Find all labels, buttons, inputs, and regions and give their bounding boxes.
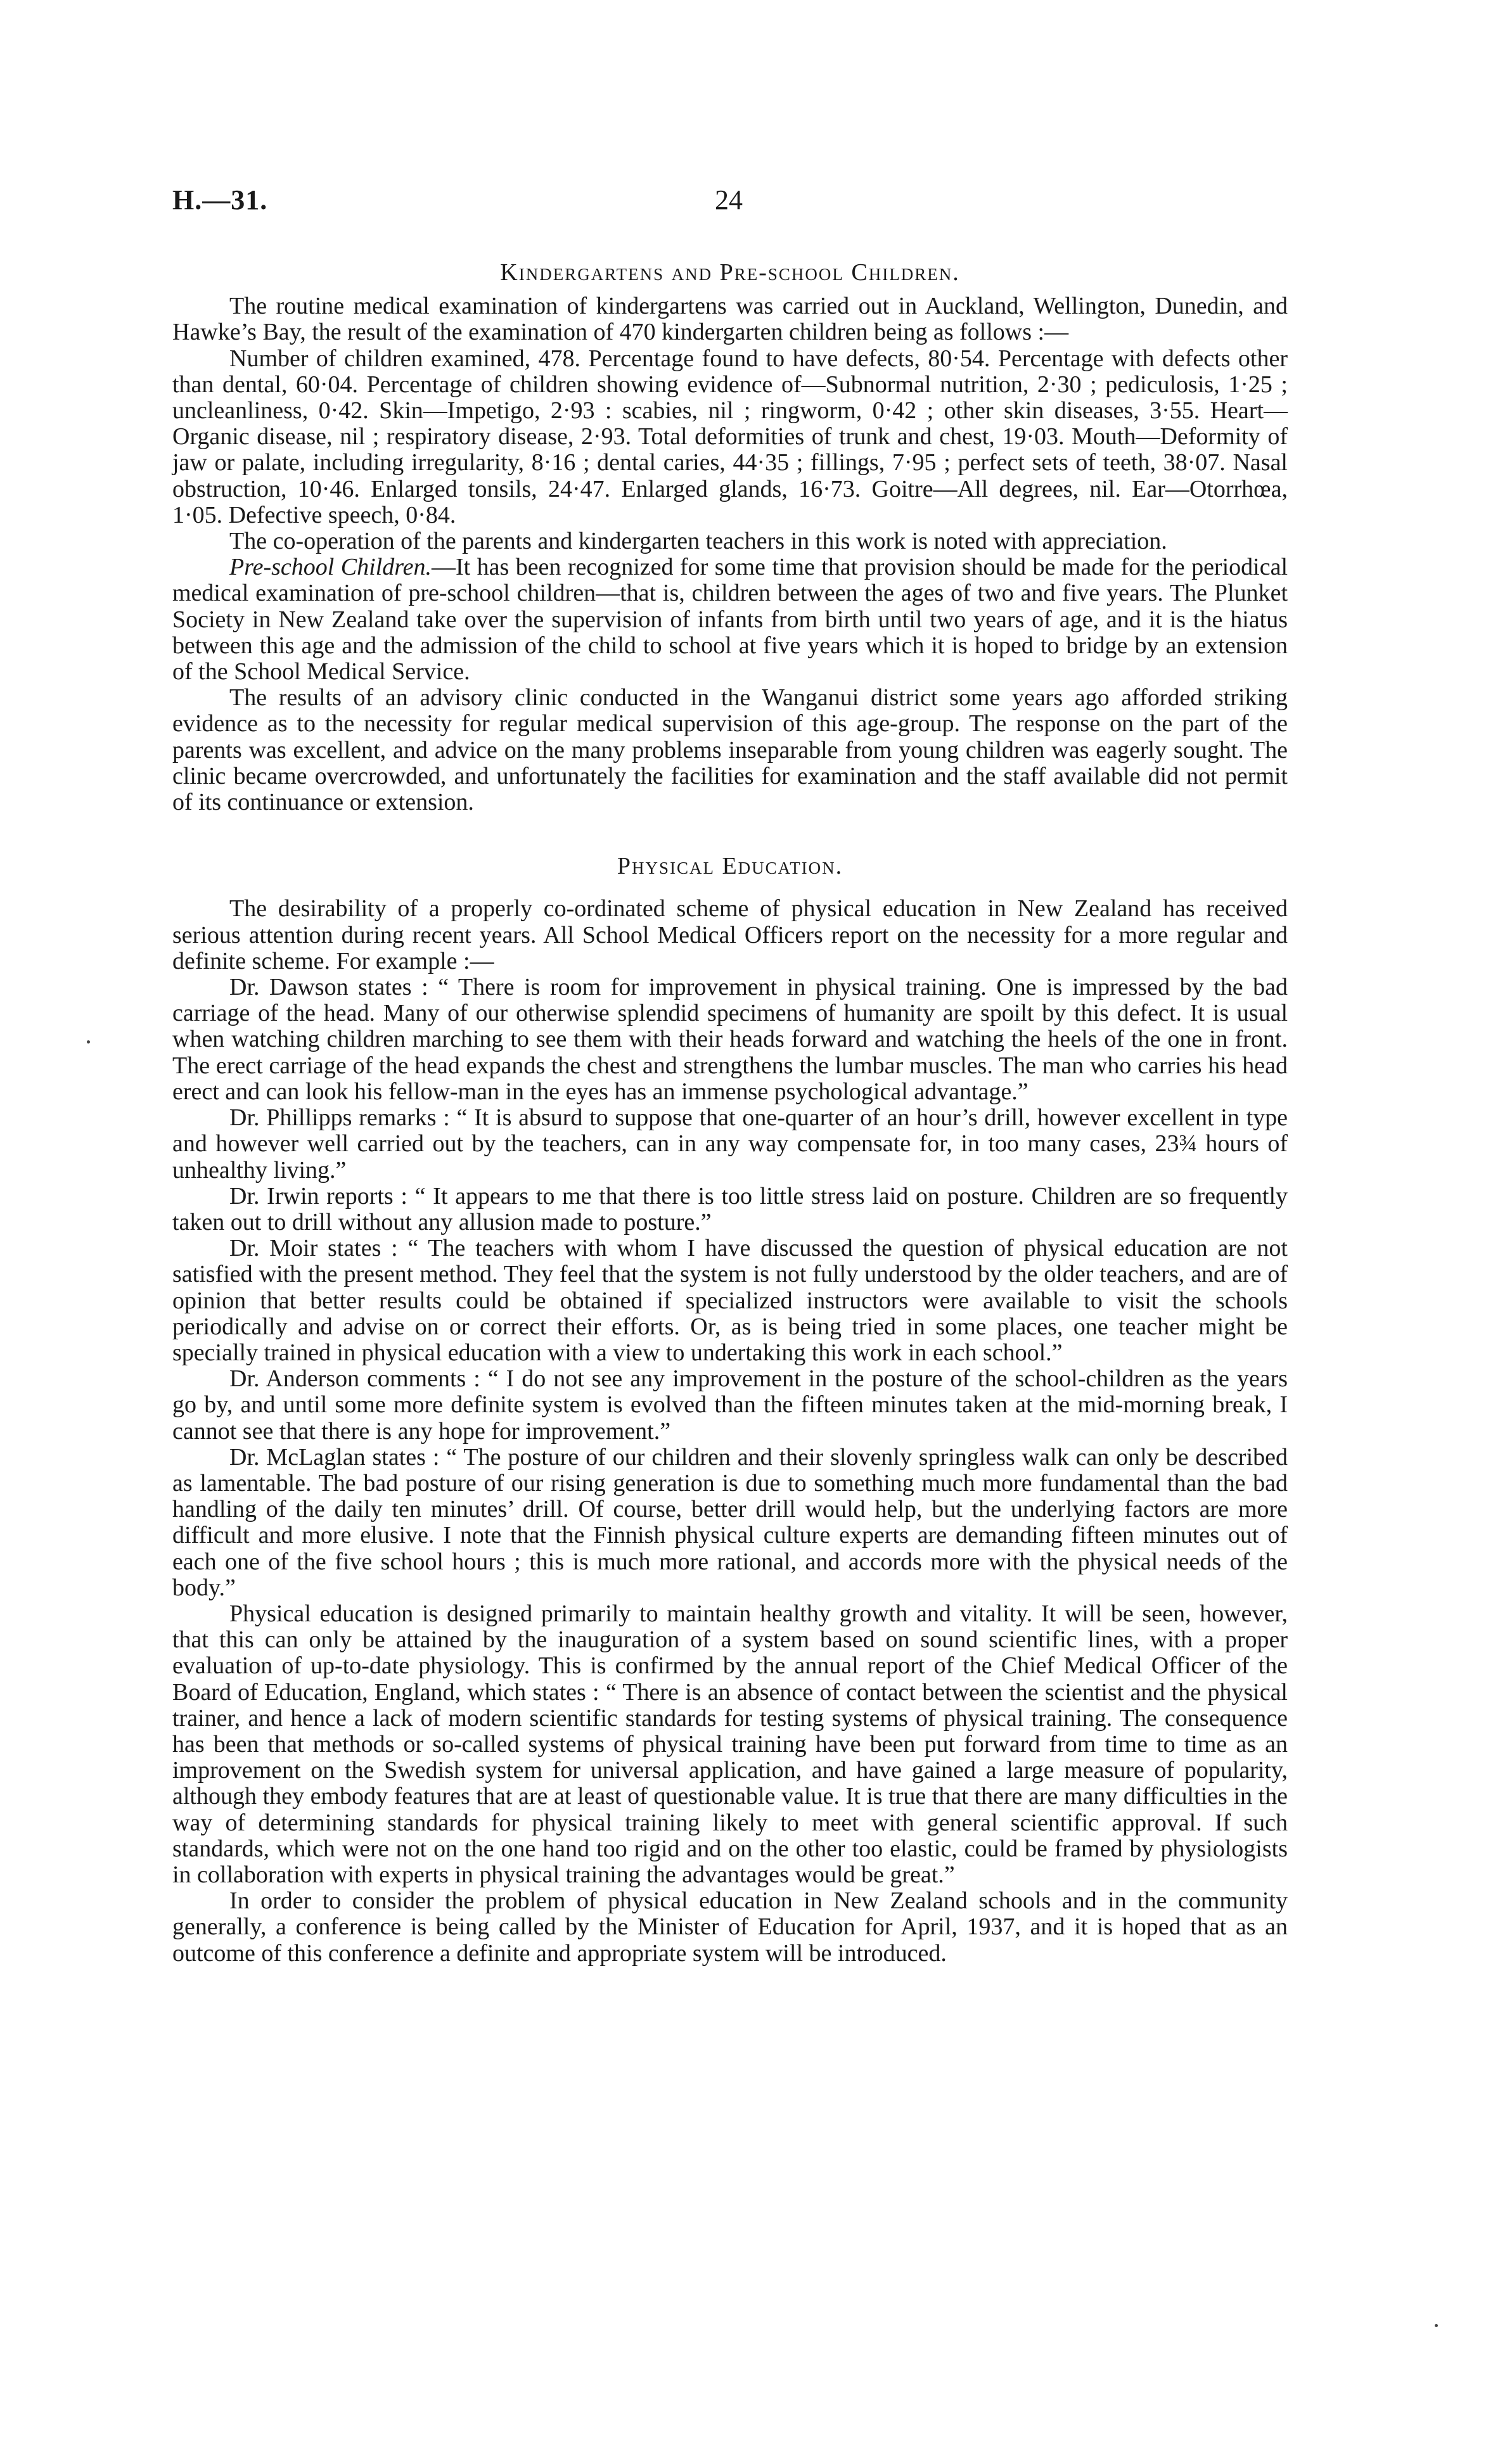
paragraph: In order to consider the problem of physical education in New Zealand schools and in the community generally, a conference is being called by the Minister of Education for April, 1937, and it is hoped that as an outcome of this conference a definite and appropriate system will be introduced. [172, 1887, 1288, 1967]
preschool-subheading: Pre-school Children. [229, 554, 432, 581]
section-title-kindergartens: Kindergartens and Pre-school Children. [500, 259, 960, 286]
scan-speck [1435, 2324, 1438, 2327]
scan-speck [87, 1040, 90, 1044]
paragraph-statistics: Number of children examined, 478. Percentage found to have defects, 80·54. Percentage with defects other than dental, 60·04. Percentage of children showing evidence of—Subnormal nutrition, 2·30 ; pediculosis, 1·25 ; uncleanliness, 0·42. Skin—Impetigo, 2·93 : scabies, nil ; ringworm, 0·42 ; other skin diseases, 3·55. Heart—Organic disease, nil ; respiratory disease, 2·93. Total deformities of trunk and chest, 19·03. Mouth—Deformity of jaw or palate, including irregularity, 8·16 ; dental caries, 44·35 ; fillings, 7·95 ; perfect sets of teeth, 38·07. Nasal obstruction, 10·46. Enlarged tonsils, 24·47. Enlarged glands, 16·73. Goitre—All degrees, nil. Ear—Otorrhœa, 1·05. Defective speech, 0·84. [172, 345, 1288, 528]
quote-anderson: Dr. Anderson comments : “ I do not see any improvement in the posture of the school-children as the years go by, and until some more definite system is evolved than the fifteen minutes taken at the mid-morning break, I cannot see that there is any hope for improvement.” [172, 1365, 1288, 1445]
quote-irwin: Dr. Irwin reports : “ It appears to me that there is too little stress laid on posture. Children are so frequently taken out to drill without any allusion made to posture.” [172, 1182, 1288, 1235]
page-header [0, 184, 1493, 222]
paragraph: The co-operation of the parents and kindergarten teachers in this work is noted with appreciation. [229, 528, 1167, 555]
quote-dawson: Dr. Dawson states : “ There is room for improvement in physical training. One is impressed by the bad carriage of the head. Many of our otherwise splendid specimens of humanity are spoilt by this defect. It is usual when watching children marching to see them with their heads forward and watching the heels of the one in front. The erect carriage of the head expands the chest and strengthens the lumbar muscles. The man who carries his head erect and can look his fellow-man in the eyes has an immense psychological advantage.” [172, 974, 1288, 1105]
section-title-physical-education: Physical Education. [617, 853, 843, 880]
paragraph: Physical education is designed primarily to maintain healthy growth and vitality. It will be seen, however, that this can only be attained by the inauguration of a system based on sound scientific lines, with a proper evaluation of up-to-date physiology. This is confirmed by the annual report of the Chief Medical Officer of the Board of Education, England, which states : “ There is an absence of contact between the scientist and the physical trainer, and hence a lack of modern scientific standards for testing systems of physical training. The consequence has been that methods or so-called systems of physical training have been put forward from time to time as an improvement on the Swedish system for universal application, and have gained a large measure of popularity, although they embody features that are at least of questionable value. It is true that there are many difficulties in the way of determining standards for physical training likely to meet with general scientific approval. If such standards, which were not on the one hand too rigid and on the other too elastic, could be framed by physiologists in collaboration with experts in physical training the advantages would be great.” [172, 1600, 1288, 1888]
paragraph: The results of an advisory clinic conducted in the Wanganui district some years ago afforded striking evidence as to the necessity for regular medical supervision of this age-group. The response on the part of the parents was excellent, and advice on the many problems inseparable from young children was eagerly sought. The clinic became overcrowded, and unfortunately the facilities for examination and the staff available did not permit of its continuance or extension. [172, 684, 1288, 816]
page-number: 24 [715, 184, 743, 215]
quote-moir: Dr. Moir states : “ The teachers with whom I have discussed the question of physical education are not satisfied with the present method. They feel that the system is not fully understood by the older teachers, and are of opinion that better results could be obtained if specialized instructors were available to visit the schools periodically and advise on or correct their efforts. Or, as is being tried in some places, one teacher might be specially trained in physical education with a view to undertaking this work in each school.” [172, 1235, 1288, 1366]
document-reference: H.—31. [172, 184, 268, 215]
page-body [172, 260, 1288, 1967]
preschool-text: —It has been recognized for some time that provision should be made for the periodical medical examination of pre-school children—that is, children between the ages of two and five years. The Plunket Society in New Zealand take over the supervision of infants from birth until two years of age, and it is the hiatus between this age and the admission of the child to school at five years which it is hoped to bridge by an extension of the School Medical Service. [172, 554, 1288, 686]
quote-mclaglan: Dr. McLaglan states : “ The posture of our children and their slovenly springless walk can only be described as lamentable. The bad posture of our rising generation is due to something much more fundamental than the bad handling of the daily ten minutes’ drill. Of course, better drill would help, but the underlying factors are more difficult and more elusive. I note that the Finnish physical culture experts are demanding fifteen minutes out of each one of the five school hours ; this is much more rational, and accords more with the physical needs of the body.” [172, 1443, 1288, 1601]
quote-phillipps: Dr. Phillipps remarks : “ It is absurd to suppose that one-quarter of an hour’s drill, however excellent in type and however well carried out by the teachers, can in any way compensate for, in too many cases, 23¾ hours of unhealthy living.” [172, 1104, 1288, 1184]
paragraph-preschool [172, 554, 1288, 685]
paragraph: The desirability of a properly co-ordinated scheme of physical education in New Zealand has received serious attention during recent years. All School Medical Officers report on the necessity for a more regular and definite scheme. For example :— [172, 895, 1288, 974]
paragraph: The routine medical examination of kindergartens was carried out in Auckland, Wellington, Dunedin, and Hawke’s Bay, the result of the examination of 470 kindergarten children being as follows :— [172, 293, 1288, 346]
